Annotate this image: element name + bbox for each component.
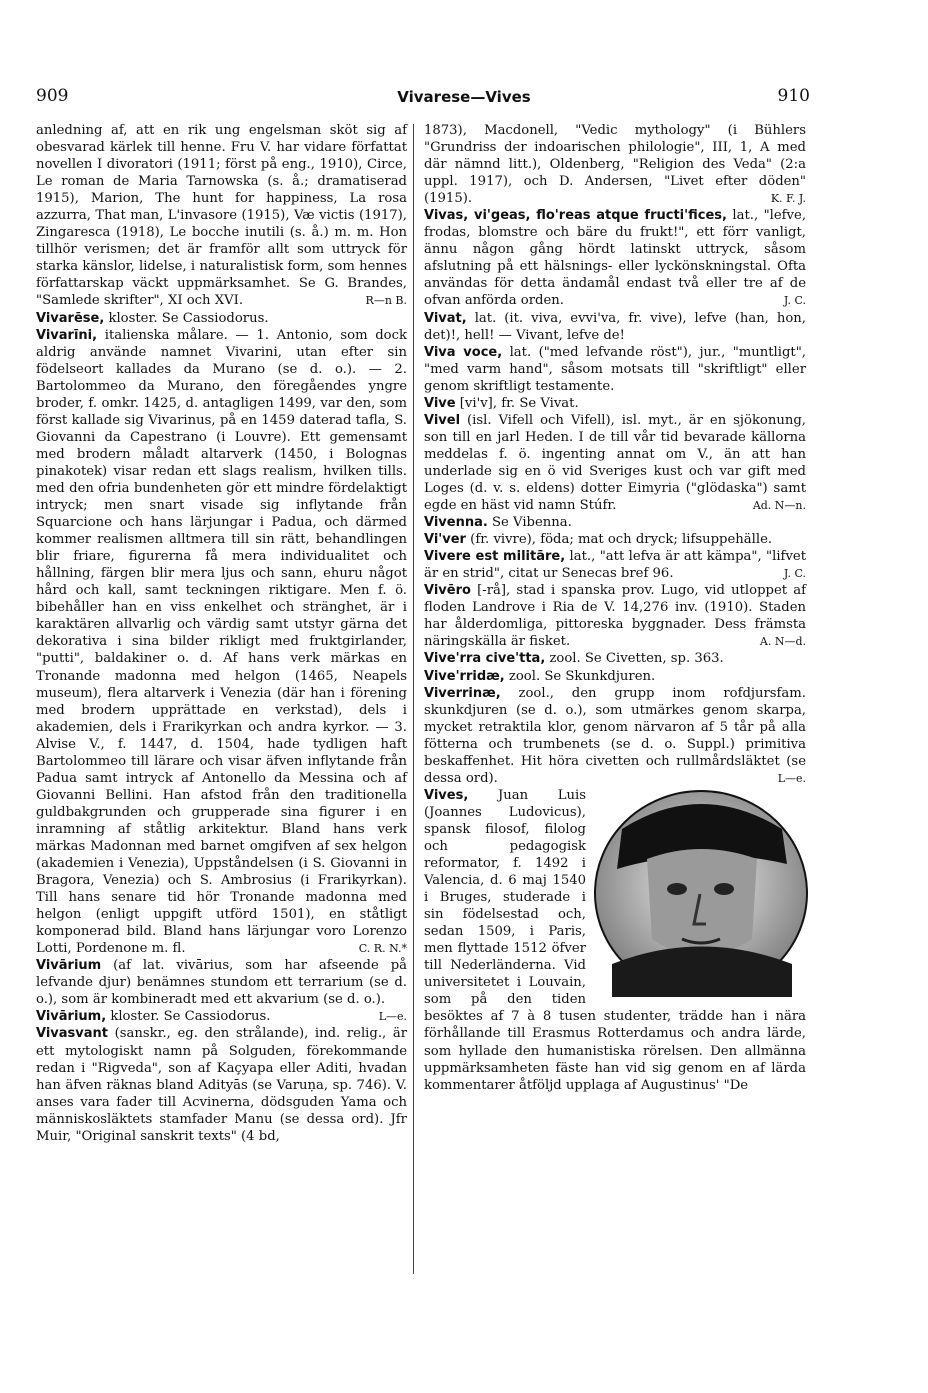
headword: Vivere est militāre, (424, 549, 566, 565)
headword: Vivēro (424, 583, 471, 599)
entry-text: zool., den grupp inom rofdjursfam. skunkdjuren (se d. o.), som utmärkes genom skarpa, mycket retraktila klor, genom närvaron af 5 tår på alla fötterna och trumbenets (se d. o. Suppl.) primitiva beskaffenhet. Hit höra civetten och rullmårdsläktet (se dessa ord). (424, 685, 806, 786)
portrait-image (592, 789, 810, 997)
entry (36, 1025, 407, 1144)
column-divider (413, 124, 414, 1274)
entry (424, 548, 806, 582)
author-signature: L—e. (777, 771, 806, 785)
entry (424, 395, 806, 412)
headword: Vivārium (36, 958, 102, 974)
entry (36, 327, 407, 958)
entry-text: (fr. vivre), föda; mat och dryck; lifsuppehälle. (465, 532, 773, 548)
entry (424, 531, 806, 548)
headword: Viverrinæ, (424, 685, 501, 701)
entry-text: lat. ("med lefvande röst"), jur., "muntligt", "med varm hand", såsom motsats till "skriftligt" eller genom skriftligt testamente. (424, 344, 806, 394)
entry (36, 1008, 407, 1025)
headword: Vivenna. (424, 515, 488, 531)
headword: Vivel (424, 412, 461, 428)
entry (424, 787, 806, 1094)
author-signature: C. R. N.* (358, 942, 407, 956)
entry-text: kloster. Se Cassiodorus. (106, 1009, 271, 1025)
entry (424, 207, 806, 309)
headword: Vive'rridæ, (424, 668, 505, 684)
right-column (424, 122, 806, 1094)
entry (424, 582, 806, 650)
author-signature: L—e. (378, 1010, 407, 1024)
entry-text: Juan Luis (Joannes Ludovicus), spansk filosof, filolog och pedagogisk reformator, f. 1492 i Valencia, d. 6 maj 1540 i Bruges, studerade i sin födelsestad och, sedan 1509, i Paris, men flyttade 1512 öfver till Nederländerna. Vid universitetet i Louvain, som på den tiden besöktes af 7 à 8 tusen studenter, trädde han i nära förhållande till Erasmus Rotterdamus och andra lärde, som hyllade den humanistiska rörelsen. Den allmänna uppmärksamheten fäste han vid sig genom en af lärda kommentarer åtföljd upplaga af Augustinus' "De (424, 787, 806, 1093)
left-column (36, 122, 407, 1145)
page-number-right: 910 (777, 86, 810, 106)
headword: Vi'ver (424, 532, 466, 548)
author-signature: J. C. (783, 294, 806, 308)
author-signature: K. F. J. (770, 192, 806, 206)
entry-text: Se Vibenna. (487, 515, 572, 531)
entry (424, 685, 806, 787)
headword: Vives, (424, 787, 469, 803)
headword: Vivas, vi'geas, flo'reas atque fructi'fices, (424, 208, 727, 224)
entry (424, 310, 806, 344)
entry-text: lat. (it. viva, evvi'va, fr. vive), lefve (han, hon, det)!, hell! — Vivant, lefve de! (424, 310, 806, 343)
entry-text: zool. Se Civetten, sp. 363. (545, 651, 724, 667)
author-signature: J. C. (783, 567, 806, 581)
entry (424, 668, 806, 685)
entry-text: [vi'v], fr. Se Vivat. (455, 395, 579, 411)
headword: Vive'rra cive'tta, (424, 651, 546, 667)
author-signature: Ad. N—n. (752, 499, 806, 513)
entry-text: (isl. Vifell och Vifell), isl. myt., är en sjökonung, son till en jarl Heden. I de till vår tid bevarade källorna meddelas f. ö. ingenting annat om V., än att han underlade sig en ö vid Sveriges kust och var gift med Loges (d. v. s. eldens) dotter Eimyria ("glödaska") samt egde en häst vid namn Stúfr. (424, 412, 806, 514)
entry (424, 344, 806, 395)
headword: Vivat, (424, 310, 467, 326)
entry (424, 650, 806, 667)
headword: Vivarēse, (36, 310, 105, 326)
page-number-left: 909 (36, 86, 69, 106)
entry-text: zool. Se Skunkdjuren. (504, 668, 656, 684)
running-head: Vivarese—Vives (397, 88, 531, 106)
entry-text: italienska målare. — 1. Antonio, som dock aldrig använde namnet Vivarini, utan efter sin födelseort kallades da Murano (se d. o.). — 2. Bartolommeo da Murano, den föregåendes yngre broder, f. omkr. 1425, d. antagligen 1499, var den, som först kallade sig Vivarinus, på en 1459 daterad tafla, S. Giovanni da Capestrano (i Louvre). Ett gemensamt med brodern måladt altarverk (1450, i Bolognas pinakotek) visar redan ett slags realism, hvilken tills. med den ofria bundenheten gör ett mindre fördelaktigt intryck; men snart visade sig inflytande från Squarcione och hans lärjungar i Padua, och därmed kommer realismen alltmera till sin rätt, behandlingen blir friare, figurerna få mera individualitet och hållning, färgen blir mera ljus och sann, ehuru något hård och kall, samt teckningen riktigare. Men f. ö. bibehåller han en viss enkelhet och stränghet, är i karaktären allvarlig och värdig samt utstyr gärna det dekorativa i sina bilder rikligt med fruktgirlander, "putti", baldakiner o. d. Af hans verk märkas en Tronande madonna med helgon (1465, Neapels museum), flera altarverk i Venezia (där han i förening med brodern upprättade en verkstad), dels i akademien, dels i Frarikyrkan och andra kyrkor. — 3. Alvise V., f. 1447, d. 1504, hade tydligen haft Bartolommeo till lärare och visar äfven inflytande från Padua samt intryck af Antonello da Messina och af Giovanni Bellini. Han afstod från den traditionella guldbakgrunden och grupperade sina figurer i en inramning af ståtlig arkitektur. Bland hans verk märkas Madonnan med barnet omgifven af sex helgon (akademien i Venezia), Uppståndelsen (i S. Giovanni in Bragora, Venezia) och S. Ambrosius (i Frarikyrkan). Till hans senare tid hör Tronande madonna med helgon (enligt uppgift utförd 1501), en ståtligt komponerad bild. Bland hans lärjungar voro Lorenzo Lotti, Pordenone m. fl. (36, 327, 407, 957)
entry-text: anledning af, att en rik ung engelsman sköt sig af obesvarad kärlek till henne. Fru V. har vidare författat novellen I divoratori (1911; först på eng., 1910), Circe, Le roman de Maria Tarnowska (s. å.; dramatiserad 1915), Marion, The hunt for happiness, La rosa azzurra, That man, L'invasore (1915), Væ victis (1917), Zingaresca (1918), Le bocche inutili (s. å.) m. m. Hon tillhör verismen; det är framför allt som uttryck för starka känslor, lidelse, i naturalistisk form, som hennes författarskap väckt uppmärksamhet. Se G. Brandes, "Samlede skrifter", XI och XVI. (36, 123, 407, 309)
entry-text: lat., "lefve, frodas, blomstre och bäre du frukt!", ett förr vanligt, ännu någon gång hördt latinskt uttryck, såsom afslutning på ett hälsnings- eller lyckönskningstal. Ofta användas för detta ändamål endast två eller tre af de ofvan anförda orden. (424, 208, 807, 309)
headword: Vivasvant (36, 1026, 108, 1042)
author-signature: A. N—d. (759, 635, 806, 649)
entry (424, 122, 806, 207)
entry (424, 412, 806, 514)
entry-text: 1873), Macdonell, "Vedic mythology" (i Bühlers "Grundriss der indoarischen philologie", III, 1, A med där nämnd litt.), Oldenberg, "Religion des Veda" (2:a uppl. 1917), och D. Andersen, "Livet efter döden" (1915). (424, 123, 806, 207)
entry-text: (sanskr., eg. den strålande), ind. relig., är ett mytologiskt namn på Solguden, förekommande redan i "Rigveda", son af Kaçyapa eller Aditi, hvadan han äfven räknas bland Adityās (se Varuṇa, sp. 746). V. anses vara fader till Acvinerna, dödsguden Yama och människosläktets stamfader Manu (se dessa ord). Jfr Muir, "Original sanskrit texts" (4 bd, (36, 1026, 407, 1144)
headword: Viva voce, (424, 344, 503, 360)
entry (424, 514, 806, 531)
author-signature: R—n B. (365, 294, 407, 308)
entry (36, 122, 407, 310)
entry-text: kloster. Se Cassiodorus. (104, 310, 269, 326)
entry-text: [-rå], stad i spanska prov. Lugo, vid utloppet af floden Landrove i Ria de V. 14,276 inv. (1910). Staden har ålderdomliga, pittoreska byggnader. Dess främsta näringskälla är fisket. (424, 583, 806, 650)
entry-text: lat., "att lefva är att kämpa", "lifvet är en strid", citat ur Senecas bref 96. (424, 549, 806, 582)
entry (36, 310, 407, 327)
headword: Vive (424, 395, 456, 411)
headword: Vivārium, (36, 1009, 107, 1025)
entry-text: (af lat. vivārius, som har afseende på lefvande djur) benämnes stundom ett terrarium (se d. o.), som är kombineradt med ett akvarium (se d. o.). (36, 958, 407, 1008)
headword: Vivarīni, (36, 327, 98, 343)
